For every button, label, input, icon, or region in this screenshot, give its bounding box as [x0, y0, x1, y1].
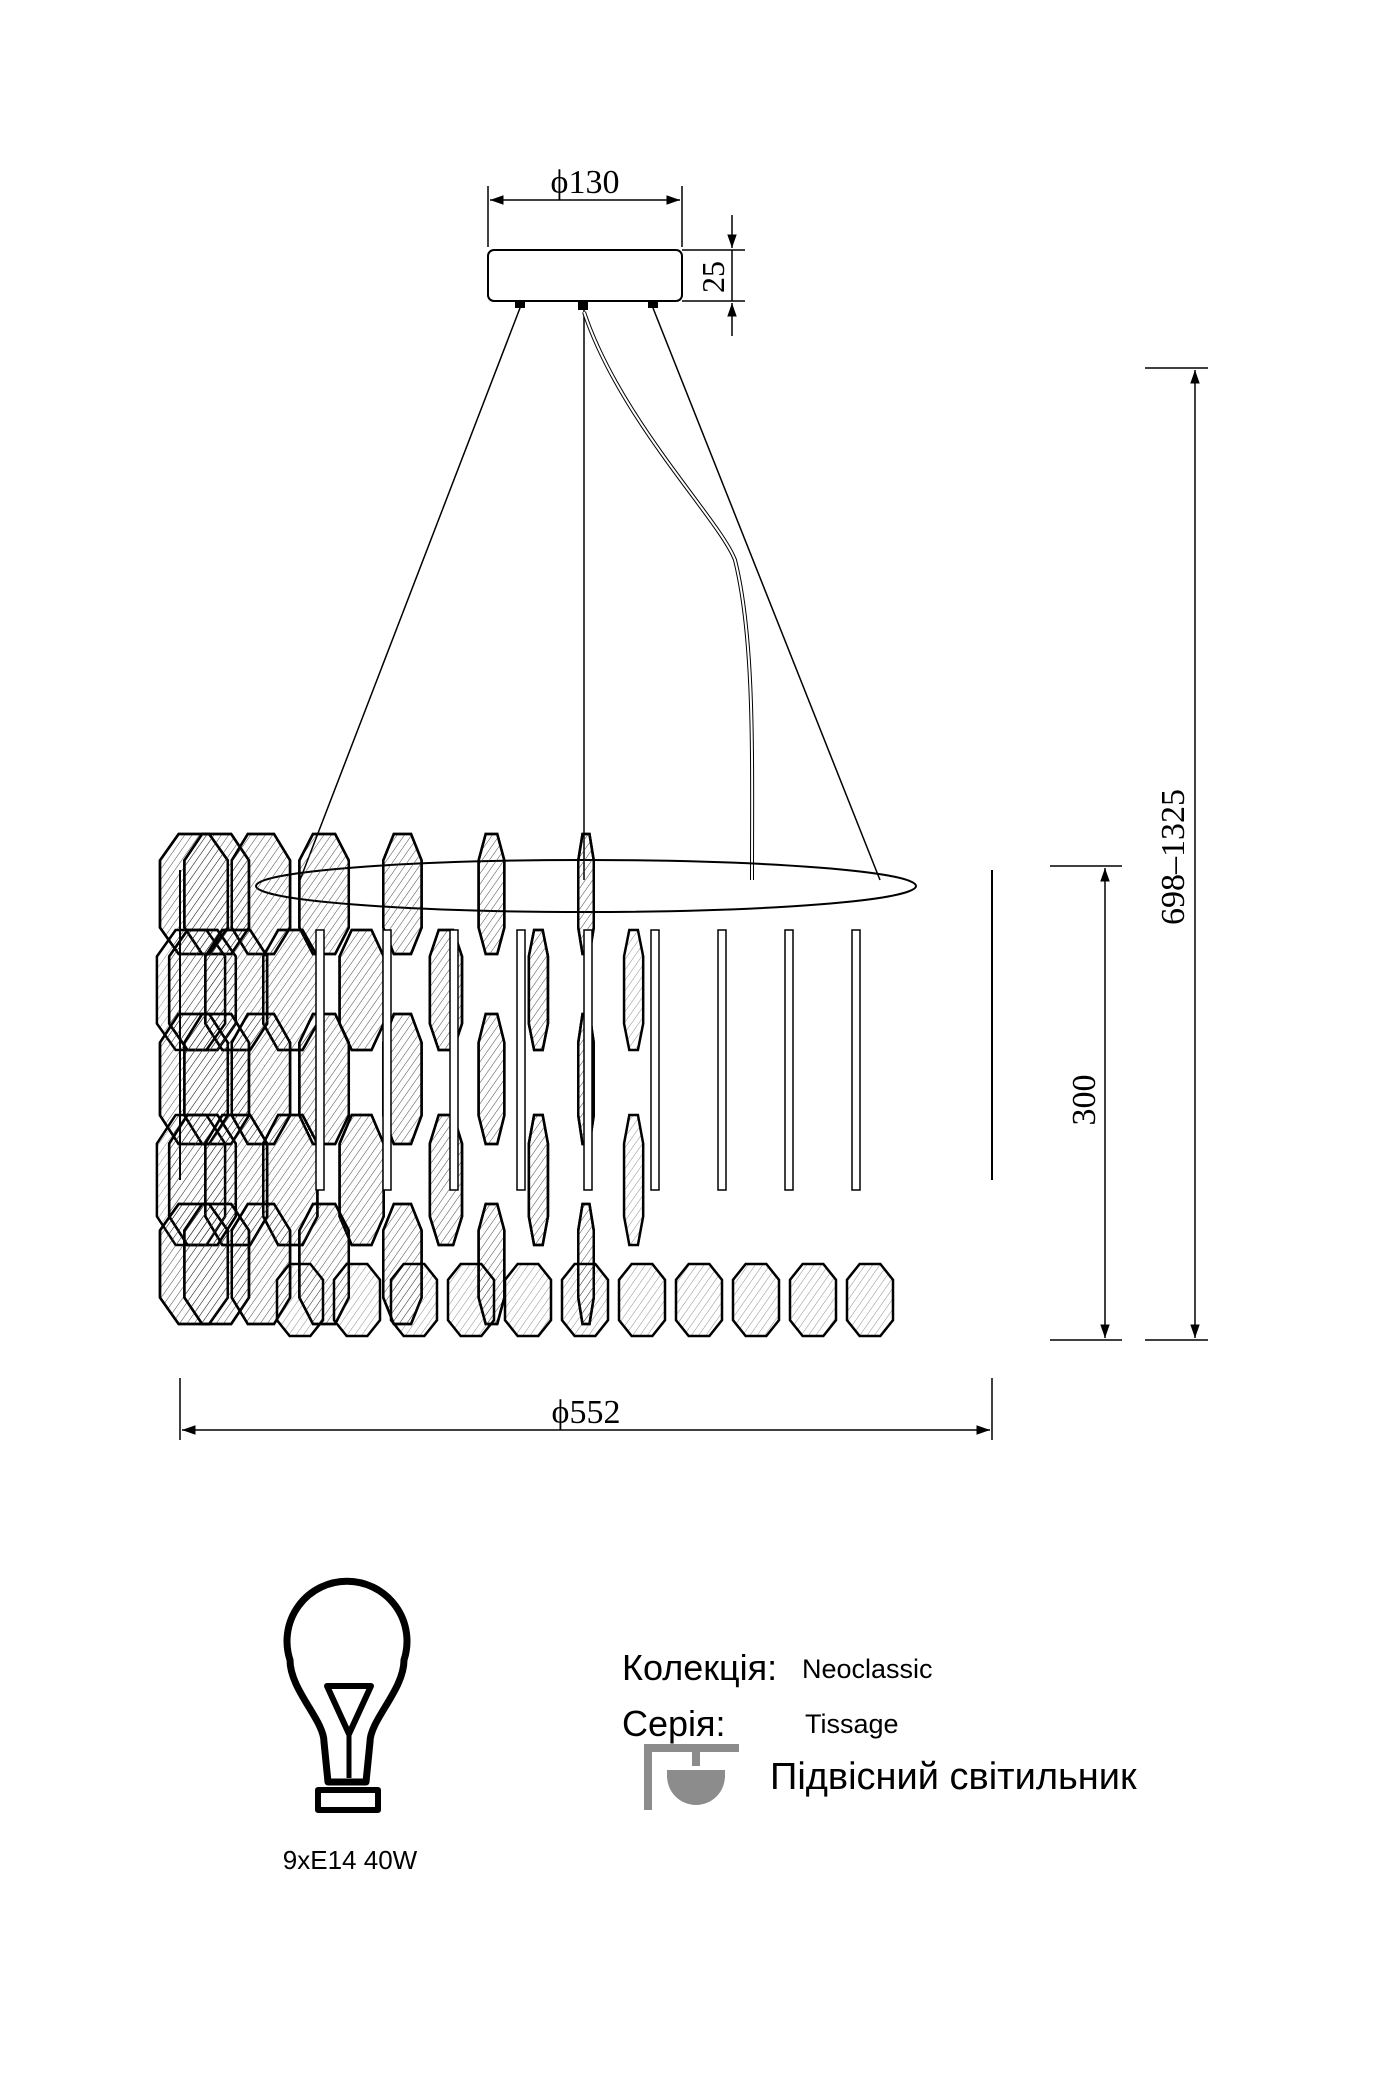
shade-height-label: 300 [1066, 1074, 1103, 1126]
lamp-shade [157, 834, 992, 1336]
shade-hexagon [529, 1115, 548, 1245]
collection-value: Neoclassic [802, 1654, 933, 1684]
shade-hexagon [619, 1264, 665, 1336]
lamp-spec: 9xE14 40W [282, 1845, 418, 1875]
pendant-lamp-icon [644, 1744, 739, 1810]
shade-chain-link [316, 930, 324, 1190]
shade-chain-link [383, 930, 391, 1190]
shade-chain-link [651, 930, 659, 1190]
shade-hexagon [340, 930, 384, 1050]
canopy [488, 250, 682, 310]
shade-chain-link [517, 930, 525, 1190]
shade-hexagon [479, 1014, 505, 1144]
shade-hexagon [505, 1264, 551, 1336]
series-label: Серія: [622, 1703, 726, 1744]
shade-hexagon [790, 1264, 836, 1336]
canopy-diameter-label: ϕ130 [550, 164, 620, 201]
shade-hexagon [624, 930, 643, 1050]
shade-hexagon [391, 1264, 437, 1336]
shade-hexagon [334, 1264, 380, 1336]
shade-hexagon [733, 1264, 779, 1336]
shade-hexagon [479, 834, 505, 954]
shade-diameter-label: ϕ552 [551, 1394, 621, 1431]
shade-hexagon [562, 1264, 608, 1336]
shade-chain-link [852, 930, 860, 1190]
bulb-icon [287, 1581, 407, 1810]
canopy-height-label: 25 [695, 261, 731, 293]
total-height-label: 698–1325 [1155, 789, 1192, 925]
shade-hexagon [448, 1264, 494, 1336]
shade-chain-link [785, 930, 793, 1190]
suspension-cables [300, 308, 880, 880]
shade-hexagon [847, 1264, 893, 1336]
shade-chain-link [450, 930, 458, 1190]
series-value: Tissage [805, 1709, 899, 1739]
shade-hexagon [676, 1264, 722, 1336]
shade-chain-link [718, 930, 726, 1190]
lamp-type: Підвісний світильник [770, 1756, 1137, 1798]
shade-hexagon [277, 1264, 323, 1336]
shade-chain-link [584, 930, 592, 1190]
shade-hexagon [624, 1115, 643, 1245]
shade-hexagon [529, 930, 548, 1050]
collection-label: Колекція: [622, 1647, 778, 1688]
